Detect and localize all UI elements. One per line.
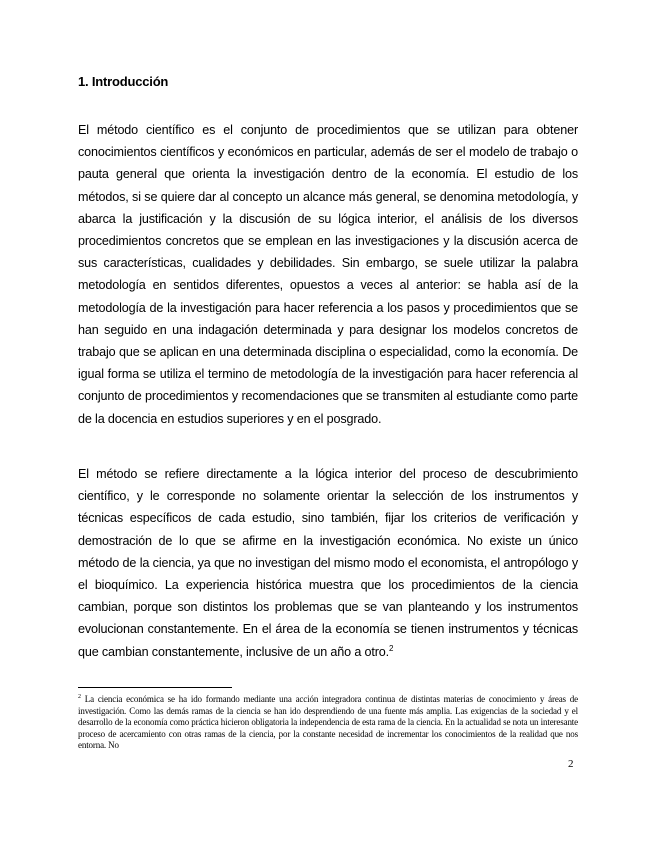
section-heading: 1. Introducción xyxy=(78,74,169,89)
paragraph-1-text: El método científico es el conjunto de procedimientos que se utilizan para obtener conocimientos científicos y económicos en particular, además de ser el modelo de trabajo o pauta general que orienta la investigación dentro de la economía. El estudio de los métodos, si se quiere dar al concepto un alcance más general, se denomina metodología, y abarca la justificación y la discusión de su lógica interior, el análisis de los diversos procedimientos concretos que se emplean en las investigaciones y la discusión acerca de sus características, cualidades y debilidades. Sin embargo, se suele utilizar la palabra metodología en sentidos diferentes, opuestos a veces al anterior: se habla así de la metodología de la investigación para hacer referencia a los pasos y procedimientos que se han seguido en una indagación determinada y para designar los modelos concretos de trabajo que se aplican en una determinada disciplina o especialidad, como la economía. De igual forma se utiliza el termino de metodología de la investigación para hacer referencia al conjunto de procedimientos y recomendaciones que se transmiten al estudiante como parte de la docencia en estudios superiores y en el posgrado. xyxy=(78,123,578,426)
body-paragraph-2 xyxy=(78,463,578,663)
footnote-text: La ciencia económica se ha ido formando mediante una acción integradora continua de distintas materias de conocimiento y áreas de investigación. Como las demás ramas de la ciencia se han ido desprendiendo de una fuente más amplia. Las exigencias de la sociedad y el desarrollo de la economía como práctica hicieron obligatoria la independencia de esta rama de la ciencia. En la actualidad se nota un interesante proceso de acercamiento con otras ramas de la ciencia, por la constante necesidad de incrementar los conocimientos de la realidad que nos entorna. No xyxy=(78,694,578,750)
body-paragraph-1 xyxy=(78,119,578,430)
paragraph-2-text: El método se refiere directamente a la lógica interior del proceso de descubrimiento científico, y le corresponde no solamente orientar la selección de los instrumentos y técnicas específicos de cada estudio, sino también, fijar los criterios de verificación y demostración de lo que se afirme en la investigación económica. No existe un único método de la ciencia, ya que no investigan del mismo modo el economista, el antropólogo y el bioquímico. La experiencia histórica muestra que los procedimientos de la ciencia cambian, porque son distintos los problemas que se van planteando y los instrumentos evolucionan constantemente. En el área de la economía se tienen instrumentos y técnicas que cambian constantemente, inclusive de un año a otro. xyxy=(78,467,578,659)
footnote-reference[interactable]: 2 xyxy=(389,643,394,653)
page-number: 2 xyxy=(568,758,574,770)
footnote xyxy=(78,694,578,752)
footnote-mark: 2 xyxy=(78,694,81,700)
footnote-separator xyxy=(78,687,232,688)
